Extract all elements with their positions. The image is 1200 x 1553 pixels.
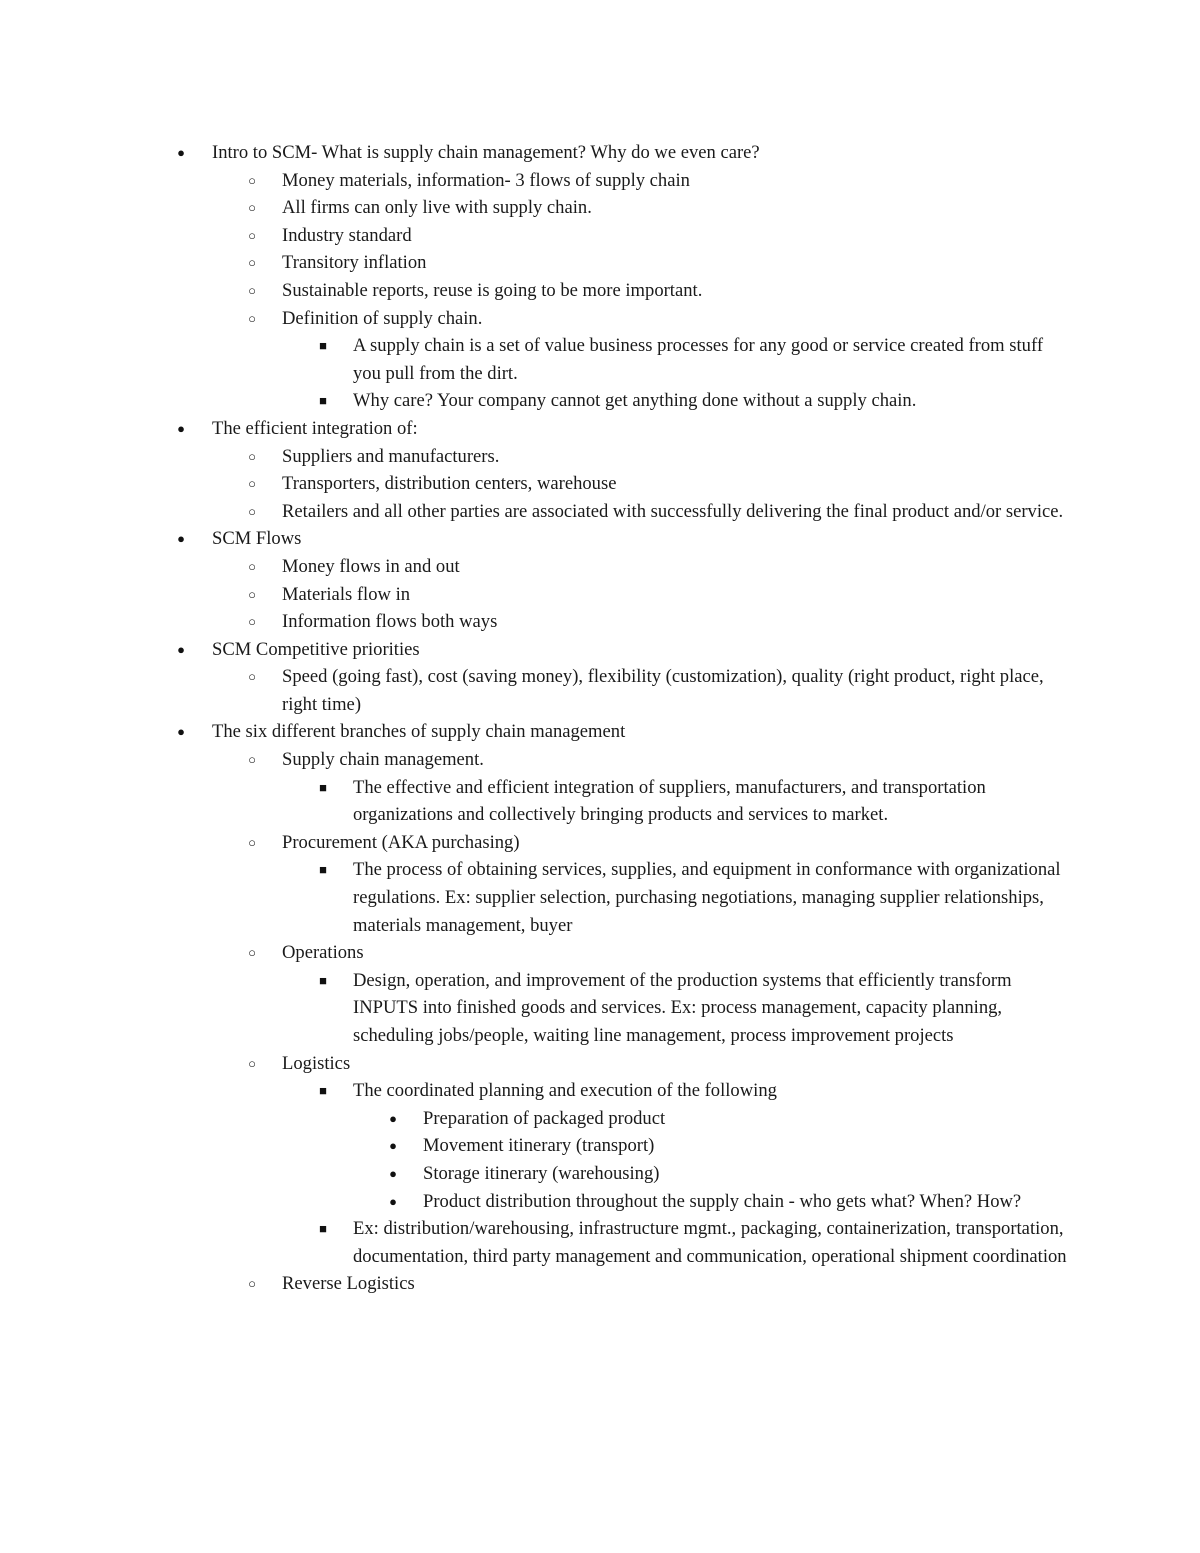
list-item-text: Industry standard bbox=[282, 224, 412, 246]
list-item-level-3 bbox=[319, 332, 1068, 387]
list-item-level-2 bbox=[248, 470, 1072, 498]
list-item-level-1 bbox=[177, 415, 1072, 443]
bullet-icon: ○ bbox=[248, 558, 256, 574]
list-item-text: Procurement (AKA purchasing) bbox=[282, 831, 520, 853]
list-item-text: Money flows in and out bbox=[282, 555, 460, 577]
list-item-text: Retailers and all other parties are associated with successfully delivering the final product and/or service. bbox=[282, 500, 1064, 522]
list-item-text: Money materials, information- 3 flows of supply chain bbox=[282, 169, 690, 191]
list-item-level-1 bbox=[177, 525, 1072, 553]
list-item-text: Materials flow in bbox=[282, 583, 411, 605]
list-item-level-2 bbox=[248, 939, 1072, 967]
bullet-icon: ● bbox=[177, 145, 185, 160]
list-item-text: The six different branches of supply chain management bbox=[212, 721, 626, 743]
list-item-level-2 bbox=[248, 608, 1072, 636]
bullet-icon: ○ bbox=[248, 227, 256, 243]
list-item-text: SCM Competitive priorities bbox=[212, 638, 420, 660]
bullet-icon: ○ bbox=[248, 476, 256, 492]
bullet-icon: ■ bbox=[319, 1083, 327, 1099]
list-item-text: The efficient integration of: bbox=[212, 417, 418, 439]
bullet-icon: ● bbox=[177, 724, 185, 740]
list-item-level-2 bbox=[248, 167, 1072, 195]
list-item-text: SCM Flows bbox=[212, 528, 302, 550]
bullet-icon: ○ bbox=[248, 669, 256, 685]
list-item-level-2 bbox=[248, 498, 1072, 526]
list-item-level-3 bbox=[319, 387, 1068, 415]
list-item-text: Speed (going fast), cost (saving money), flexibility (customization), quality (right product, right place, right time) bbox=[282, 666, 1044, 715]
bullet-icon: ● bbox=[177, 641, 185, 657]
list-item-level-2 bbox=[248, 194, 1072, 222]
list-item-text: Storage itinerary (warehousing) bbox=[423, 1162, 660, 1184]
list-item-level-2 bbox=[248, 277, 1072, 305]
list-item-text: Reverse Logistics bbox=[282, 1273, 415, 1295]
bullet-icon: ○ bbox=[248, 503, 256, 519]
list-item-text: Sustainable reports, reuse is going to be more important. bbox=[282, 279, 703, 301]
bullet-icon: ■ bbox=[319, 779, 327, 795]
list-item-level-3 bbox=[319, 1215, 1068, 1270]
bullet-icon: ● bbox=[177, 531, 185, 547]
list-item-text: Supply chain management. bbox=[282, 749, 484, 771]
list-item-level-1 bbox=[177, 718, 1072, 746]
bullet-icon: ■ bbox=[319, 338, 327, 354]
bullet-icon: ● bbox=[177, 420, 185, 436]
bullet-icon: ○ bbox=[248, 448, 256, 464]
list-item-text: Transporters, distribution centers, warehouse bbox=[282, 473, 617, 495]
bullet-icon: ○ bbox=[248, 945, 256, 961]
document-page bbox=[0, 139, 1200, 1298]
list-item-level-4 bbox=[389, 1105, 1073, 1133]
list-item-level-2 bbox=[248, 443, 1072, 471]
list-item-level-2 bbox=[248, 1050, 1072, 1078]
list-item-level-3 bbox=[319, 1077, 1068, 1105]
bullet-icon: ○ bbox=[248, 834, 256, 850]
bullet-icon: ○ bbox=[248, 310, 256, 326]
list-item-level-4 bbox=[389, 1132, 1073, 1160]
list-item-level-4 bbox=[389, 1188, 1073, 1216]
list-item-text: Logistics bbox=[282, 1052, 351, 1074]
list-item-text: The coordinated planning and execution of the following bbox=[353, 1080, 777, 1102]
list-item-level-2 bbox=[248, 1270, 1072, 1298]
bullet-icon: ○ bbox=[248, 586, 256, 602]
list-item-level-2 bbox=[248, 829, 1072, 857]
bullet-icon: ■ bbox=[319, 862, 327, 878]
list-item-level-2 bbox=[248, 249, 1072, 277]
list-item-level-2 bbox=[248, 581, 1072, 609]
list-item-level-1 bbox=[177, 636, 1072, 664]
bullet-icon: ■ bbox=[319, 972, 327, 988]
list-item-text: The effective and efficient integration of suppliers, manufacturers, and transportation organizations and collectively bringing products and services to market. bbox=[353, 776, 986, 826]
list-item-text: A supply chain is a set of value business processes for any good or service created from stuff you pull from the dirt. bbox=[353, 335, 1044, 384]
list-item-text: Definition of supply chain. bbox=[282, 307, 483, 329]
bullet-icon: ○ bbox=[248, 282, 256, 298]
list-item-text: Suppliers and manufacturers. bbox=[282, 445, 500, 467]
bullet-icon: ● bbox=[389, 1193, 397, 1209]
list-item-text: All firms can only live with supply chain. bbox=[282, 197, 592, 219]
bullet-icon: ● bbox=[389, 1165, 397, 1181]
list-item-text: Movement itinerary (transport) bbox=[423, 1135, 655, 1157]
list-item-text: Ex: distribution/warehousing, infrastructure mgmt., packaging, containerization, transportation, documentation, third party management and communication, operational shipment coordination bbox=[353, 1218, 1067, 1267]
bullet-icon: ■ bbox=[319, 393, 327, 409]
list-item-level-1 bbox=[177, 139, 1072, 167]
bullet-icon: ● bbox=[389, 1138, 397, 1154]
list-item-text: Preparation of packaged product bbox=[423, 1107, 666, 1129]
list-item-text: Information flows both ways bbox=[282, 611, 498, 633]
list-item-text: Why care? Your company cannot get anything done without a supply chain. bbox=[353, 390, 917, 412]
list-item-text: Design, operation, and improvement of the production systems that efficiently transform INPUTS into finished goods and services. Ex: process management, capacity planning, scheduling jobs/people, waiting line management, process improvement projects bbox=[353, 969, 1012, 1046]
list-item-level-4 bbox=[389, 1160, 1073, 1188]
bullet-icon: ○ bbox=[248, 1276, 256, 1292]
bullet-icon: ○ bbox=[248, 614, 256, 630]
list-item-level-2 bbox=[248, 746, 1072, 774]
list-item-level-3 bbox=[319, 967, 1068, 1050]
list-item-text: Operations bbox=[282, 942, 364, 964]
list-item-level-3 bbox=[319, 856, 1068, 939]
list-item-level-2 bbox=[248, 305, 1072, 333]
bullet-icon: ■ bbox=[319, 1221, 327, 1237]
bullet-icon: ○ bbox=[248, 1055, 256, 1071]
list-item-text: Transitory inflation bbox=[282, 252, 427, 274]
list-item-level-3 bbox=[319, 774, 1068, 829]
list-item-level-2 bbox=[248, 553, 1072, 581]
bullet-icon: ○ bbox=[248, 752, 256, 768]
list-item-text: Product distribution throughout the supply chain - who gets what? When? How? bbox=[423, 1190, 1022, 1212]
bullet-icon: ● bbox=[389, 1110, 397, 1126]
list-item-text: The process of obtaining services, supplies, and equipment in conformance with organizational regulations. Ex: supplier selection, purchasing negotiations, managing supplier relationships, materials management, buyer bbox=[353, 859, 1061, 936]
bullet-icon: ○ bbox=[248, 172, 256, 188]
list-item-text: Intro to SCM- What is supply chain management? Why do we even care? bbox=[212, 142, 760, 163]
list-item-level-2 bbox=[248, 663, 1072, 718]
list-item-level-2 bbox=[248, 222, 1072, 250]
bullet-icon: ○ bbox=[248, 255, 256, 271]
bullet-icon: ○ bbox=[248, 200, 256, 216]
